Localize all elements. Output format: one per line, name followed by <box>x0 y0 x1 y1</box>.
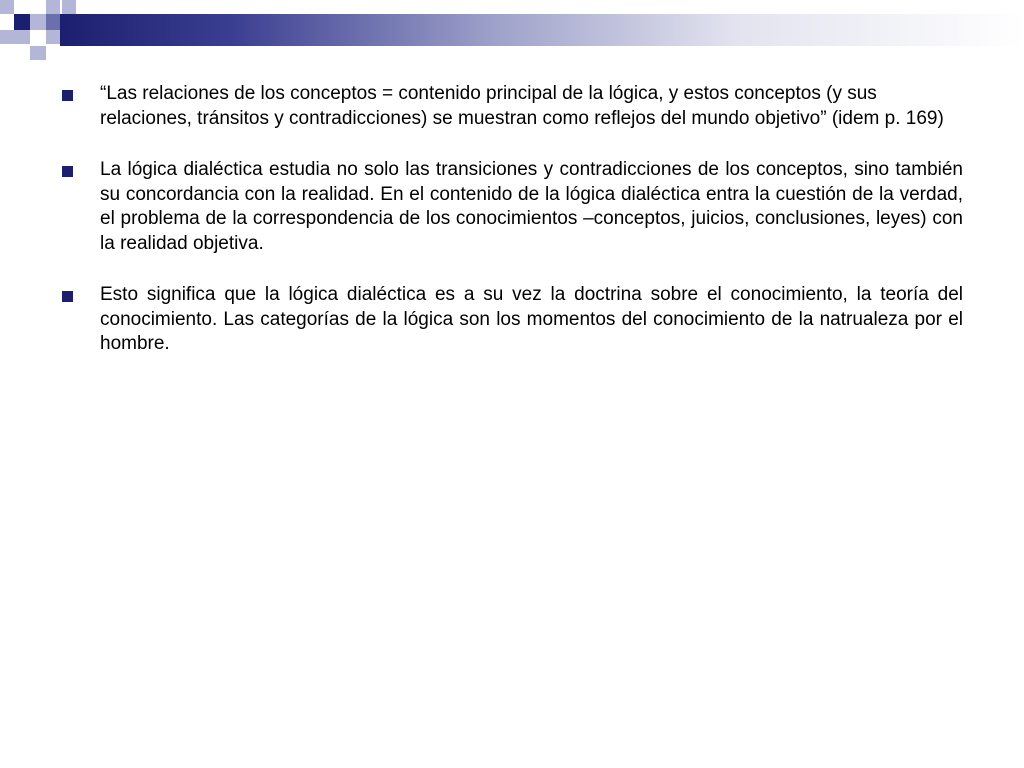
bullet-item-1 <box>62 82 963 131</box>
decor-square <box>46 14 60 30</box>
bullet-text: Esto significa que la lógica dialéctica es a su vez la doctrina sobre el conocimiento, la teoría del conocimiento. Las categorías de la lógica son los momentos del conocimiento de la natrualeza por el hombre. <box>100 284 963 354</box>
decor-square <box>62 0 76 14</box>
bullet-text: “Las relaciones de los conceptos = contenido principal de la lógica, y estos conceptos (y sus relaciones, tránsitos y contradicciones) se muestran como reflejos del mundo objetivo” (idem p. 169) <box>100 83 944 129</box>
decor-square <box>14 30 30 44</box>
bullet-list <box>62 82 963 384</box>
decor-square <box>46 0 60 14</box>
decor-square <box>30 46 46 60</box>
decor-square <box>0 30 14 44</box>
decor-square <box>46 30 60 44</box>
bullet-text: La lógica dialéctica estudia no solo las transiciones y contradicciones de los conceptos, sino también su concordancia con la realidad. En el contenido de la lógica dialéctica entra la cuestión de la verdad, el problema de la correspondencia de los conocimientos –conceptos, juicios, conclusiones, leyes) con la realidad objetiva. <box>100 159 963 254</box>
bullet-item-2 <box>62 158 963 256</box>
square-bullet-icon <box>62 291 73 302</box>
decor-square <box>30 14 46 30</box>
decor-square <box>14 14 30 30</box>
square-bullet-icon <box>62 90 73 101</box>
square-bullet-icon <box>62 166 73 177</box>
bullet-item-3 <box>62 283 963 357</box>
header-gradient-bar <box>60 14 1024 46</box>
decor-square <box>0 0 14 14</box>
